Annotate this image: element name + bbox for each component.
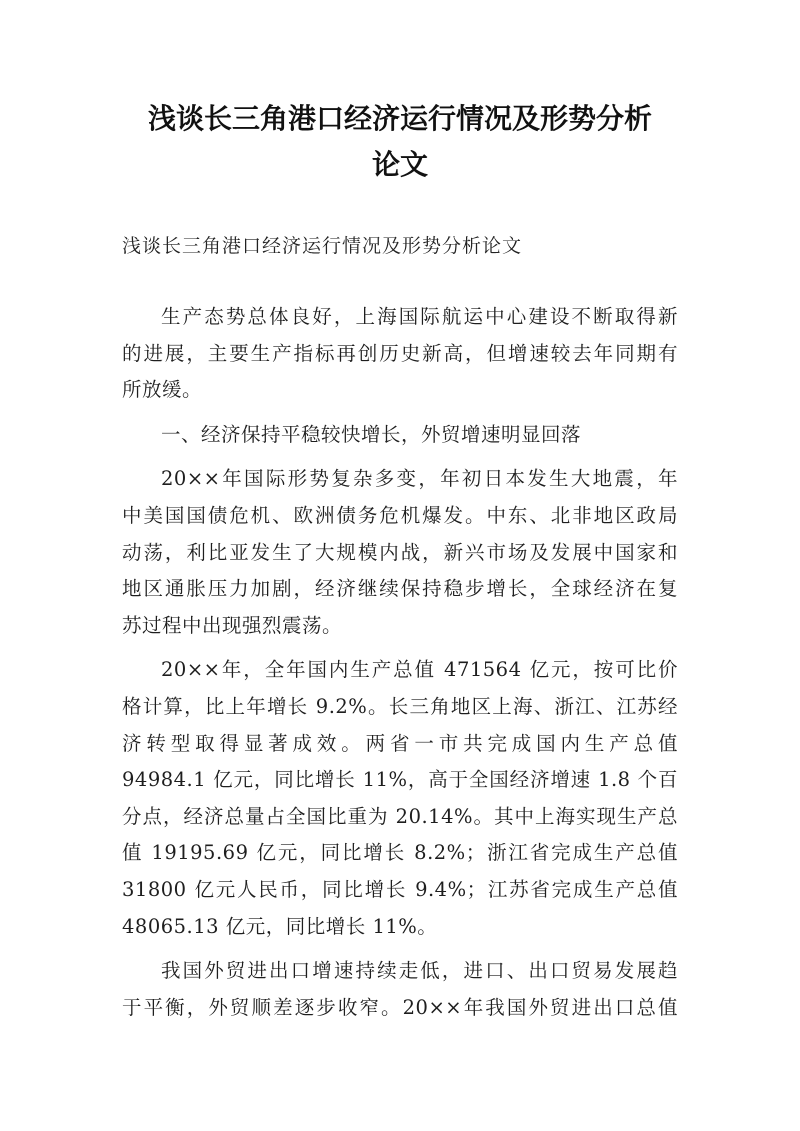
- title-line-2: 论文: [371, 148, 428, 181]
- document-subtitle: 浅谈长三角港口经济运行情况及形势分析论文: [122, 235, 523, 257]
- paragraph-line: 格计算，比上年增长 9.2%。长三角地区上海、浙江、江苏经: [122, 694, 678, 718]
- paragraph-line: 一、经济保持平稳较快增长，外贸增速明显回落: [161, 422, 582, 446]
- paragraph: [122, 299, 678, 409]
- paragraph-line: 分点，经济总量占全国比重为 20.14%。其中上海实现生产总: [122, 804, 678, 828]
- paragraph-line: 动荡，利比亚发生了大规模内战，新兴市场及发展中国家和: [122, 540, 678, 564]
- paragraph-line: 20××年国际形势复杂多变，年初日本发生大地震，年: [161, 467, 678, 491]
- paragraph-line: 地区通胀压力加剧，经济继续保持稳步增长，全球经济在复: [122, 577, 678, 601]
- paragraph: [122, 953, 678, 1026]
- paragraph: [122, 652, 678, 945]
- paragraph-line: 中美国国债危机、欧洲债务危机爆发。中东、北非地区政局: [122, 503, 678, 527]
- title-line-1: 浅谈长三角港口经济运行情况及形势分析: [147, 102, 652, 135]
- paragraph-line: 的进展，主要生产指标再创历史新高，但增速较去年同期有: [122, 341, 678, 365]
- paragraph-line: 48065.13 亿元，同比增长 11%。: [122, 914, 438, 938]
- paragraph-line: 94984.1 亿元，同比增长 11%，高于全国经济增速 1.8 个百: [122, 768, 678, 792]
- paragraph-line: 济转型取得显著成效。两省一市共完成国内生产总值: [122, 731, 678, 755]
- paragraph-line: 值 19195.69 亿元，同比增长 8.2%；浙江省完成生产总值: [122, 841, 678, 865]
- paragraph-line: 苏过程中出现强烈震荡。: [122, 613, 343, 637]
- document-body: [122, 299, 678, 1026]
- paragraph-line: 31800 亿元人民币，同比增长 9.4%；江苏省完成生产总值: [122, 877, 678, 901]
- section-heading: [122, 417, 678, 454]
- paragraph-line: 于平衡，外贸顺差逐步收窄。20××年我国外贸进出口总值: [122, 995, 678, 1019]
- document-title: [120, 96, 680, 188]
- paragraph: [122, 461, 678, 644]
- paragraph-line: 所放缓。: [122, 378, 203, 402]
- paragraph-line: 20××年，全年国内生产总值 471564 亿元，按可比价: [161, 658, 678, 682]
- paragraph-line: 生产态势总体良好，上海国际航运中心建设不断取得新: [161, 305, 678, 328]
- paragraph-line: 我国外贸进出口增速持续走低，进口、出口贸易发展趋: [161, 959, 678, 983]
